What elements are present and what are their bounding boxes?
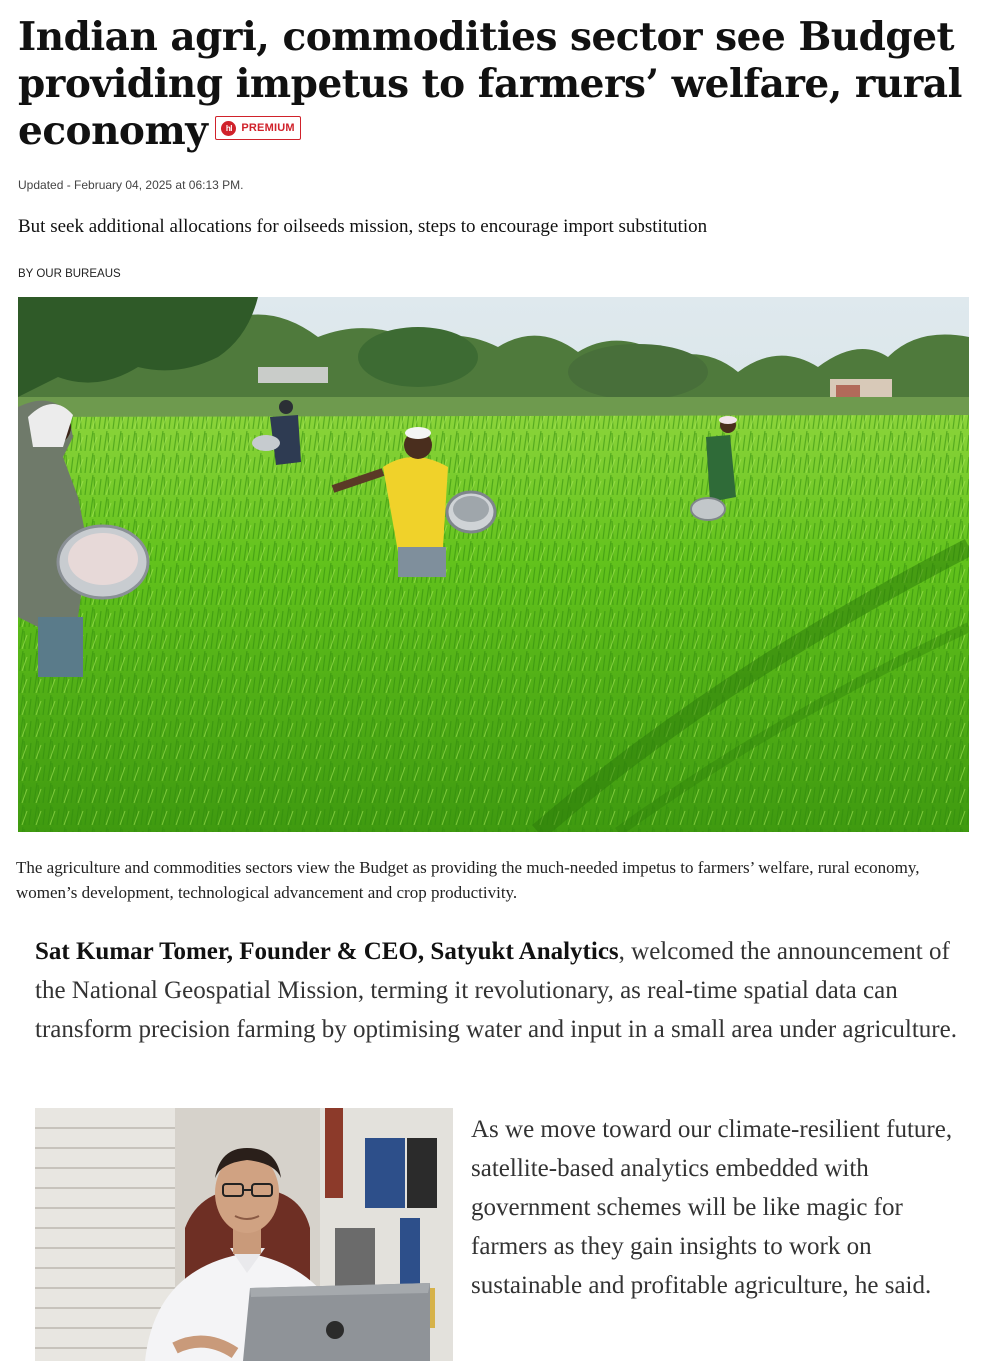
premium-label: PREMIUM [241, 121, 295, 134]
subheadline: But seek additional allocations for oilseeds mission, steps to encourage import substitution [18, 216, 708, 237]
headline-text: Indian agri, commodities sector see Budget providing impetus to farmers’ welfare, rural economy [18, 14, 962, 154]
premium-badge[interactable] [215, 116, 300, 140]
updated-timestamp: Updated - February 04, 2025 at 06:13 PM. [18, 178, 244, 192]
body-paragraph-1 [35, 932, 975, 1049]
person-photo [35, 1108, 453, 1361]
headline [18, 14, 978, 155]
hl-logo-icon: hl [221, 121, 236, 136]
image-caption: The agriculture and commodities sectors view the Budget as providing the much-needed impetus to farmers’ welfare, rural economy, women’s development, technological advancement and crop productivity. [16, 858, 920, 902]
body-paragraph-2: As we move toward our climate-resilient future, satellite-based analytics embedded with government schemes will be like magic for farmers as they gain insights to work on sustainable and profitable agriculture, he said. [471, 1116, 953, 1299]
hero-image [18, 297, 969, 832]
paragraph-1-text: , welcomed the announcement of the National Geospatial Mission, terming it revolutionary, as real-time spatial data can transform precision farming by optimising water and input in a small area under agriculture. [35, 938, 957, 1043]
byline: BY OUR BUREAUS [18, 268, 121, 280]
speaker-name: Sat Kumar Tomer, Founder & CEO, Satyukt Analytics [35, 938, 619, 965]
